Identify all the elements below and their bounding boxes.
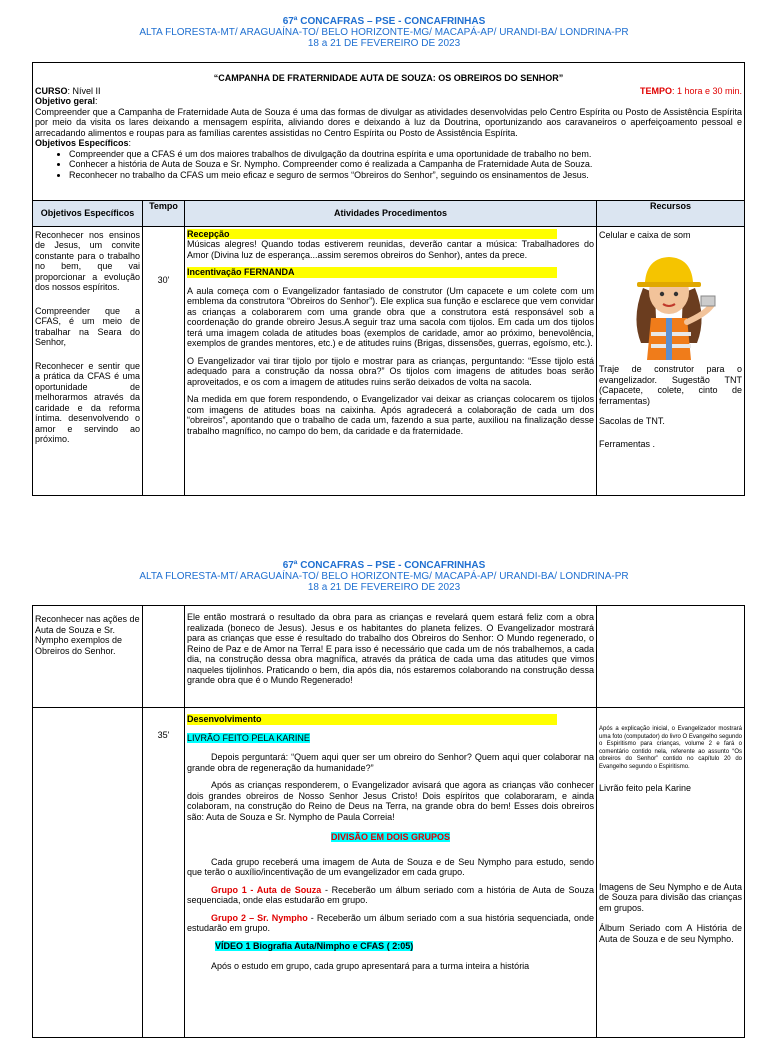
col-header-recursos: Recursos [597, 200, 745, 226]
grupo-1-paragraph: Grupo 1 - Auta de Souza - Receberão um álbum seriado com a história de Auta de Souza sequenciada, onde elas estudarão em grupo. [187, 884, 594, 905]
girl-builder-icon [621, 248, 717, 360]
recurso-item: Sacolas de TNT. [599, 416, 665, 427]
objetivo-item: Reconhecer nos ensinos de Jesus, um convite constante para o trabalho no bem, que vai proporcionar a evolução dos nossos espíritos. [35, 229, 140, 293]
recurso-item: Celular e caixa de som [599, 229, 691, 240]
recursos-cell [597, 708, 745, 1038]
objetivos-cell [33, 708, 143, 1038]
list-item: • Reconhecer no trabalho da CFAS um meio eficaz e seguro de sermos “Obreiros do Senhor”, seguindo os ensinamentos de Jesus. [69, 170, 742, 181]
header-dates: 18 a 21 DE FEVEREIRO DE 2023 [307, 38, 461, 49]
header-title: 67ª CONCAFRAS – PSE - CONCAFRINHAS [282, 16, 486, 27]
atividades-cell [185, 226, 597, 495]
objetivo-item: Compreender que a CFAS, é um meio de trabalhar na Seara do Senhor, [35, 305, 140, 348]
tempo-value: 35' [157, 730, 170, 740]
activity-paragraph: A aula começa com o Evangelizador fantasiado de construtor (Um capacete e um colete com um emblema da construtora “Obreiros do Senhor”). Ele explica sua função e esclarece que vem convidar as crianças a colaborarem com uma grande obra que a construtora está responsável sob a coordenação do grande obreiro Jesus.A seguir traz uma sacola com tijolos. Em cada um dos tijolos terá uma imagem colada de atitudes boas (exemplos de caridade, amor ao próximo, benevolência, exemplos de grandes mentores, etc.) e de atitudes ruins (Brigas, dissensões, guerras, egoísmo, etc.). [187, 285, 594, 349]
curso-line: CURSO: Nível II [35, 85, 101, 96]
desenvolvimento-heading: Desenvolvimento [187, 714, 557, 725]
col-header-atividades: Atividades Procedimentos [185, 200, 597, 226]
objetivo-geral-label: Objetivo geral: [35, 96, 98, 106]
tempo-cell [143, 226, 185, 495]
recurso-item: Imagens de Seu Nympho e de Auta de Souza para divisão das crianças em grupos. [599, 881, 742, 913]
atividades-cell [185, 606, 597, 708]
recurso-item: Álbum Seriado com A História de Auta de Souza e de seu Nympho. [599, 923, 742, 944]
campaign-title: “CAMPANHA DE FRATERNIDADE AUTA DE SOUZA: OS OBREIROS DO SENHOR” [213, 73, 564, 83]
recurso-item: Traje de construtor para o evangelizador. Sugestão TNT (Capacete, colete, cinto de ferramentas) [599, 364, 743, 406]
activity-paragraph: Após o estudo em grupo, cada grupo apresentará para a turma inteira a história [211, 961, 530, 971]
lesson-table-page1 [32, 62, 745, 496]
page1-header [0, 16, 768, 49]
livrao-heading: LIVRÃO FEITO PELA KARINE [187, 732, 310, 743]
header-dates: 18 a 21 DE FEVEREIRO DE 2023 [307, 582, 461, 593]
header-title: 67ª CONCAFRAS – PSE - CONCAFRINHAS [282, 560, 486, 571]
tempo-line: TEMPO: 1 hora e 30 min. [639, 85, 743, 96]
recepcao-text: Músicas alegres! Quando todas estiverem reunidas, deverão cantar a música: Trabalhadores do Amor (Divina luz de esperança...assim seremos obreiros do Senhor), antes da prece. [187, 239, 594, 260]
objetivo-geral-text: Compreender que a Campanha de Fraternidade Auta de Souza é uma das formas de divulgar as atividades desenvolvidas pelo Centro Espírita ou Posto de Assistência Espírita por meio da visita os lares deixando a mensagem espírita, aliviando dores e deixando à luz da Doutrina, oportunizando aos caravaneiros o aperfeiçoamento pessoal e arrecadando alimentos e roupas para as famílias carentes assistidas no Centro Espírita ou Posto de Assistência Espírita. [35, 106, 743, 138]
objetivos-especificos-list [35, 149, 742, 181]
activity-paragraph: O Evangelizador vai tirar tijolo por tijolo e mostrar para as crianças, perguntando: “Esse tijolo está adequado para a construção da nossa obra?” Os tijolos com imagens de atitudes boas serão aproveitados, e os com a imagem de atitudes ruins serão deixados de volta na sacola. [187, 355, 594, 387]
objetivos-cell [33, 606, 143, 708]
activity-paragraph: Na medida em que forem respondendo, o Evangelizador vai deixar as crianças colocarem os tijolos com imagens de atitudes boas na caixinha. Após agradecerá a colaboração de cada um dos “obreiros”, apontando que o trabalho de cada um, fazendo a sua parte, auxiliou na finalização desse trabalho magnífico, no campo do bem, da caridade e da fraternidade. [187, 394, 594, 436]
tempo-value: 30' [157, 274, 170, 285]
recurso-item: Ferramentas . [599, 438, 656, 449]
video-heading: VÍDEO 1 Biografia Auta/Nimpho e CFAS ( 2:05) [215, 940, 414, 951]
objetivos-especificos-label: Objetivos Específicos: [35, 138, 132, 148]
tempo-cell [143, 708, 185, 1038]
header-cities: ALTA FLORESTA-MT/ ARAGUAÍNA-TO/ BELO HORIZONTE-MG/ MACAPÁ-AP/ URANDI-BA/ LONDRINA-PR [139, 571, 629, 582]
recurso-item: Livrão feito pela Karine [599, 783, 692, 793]
lesson-table-page2 [32, 605, 745, 1038]
objetivo-item: Reconhecer e sentir que a prática da CFAS é uma oportunidade de melhorarmos através da caridade e da reforma íntima. desenvolvendo o amor e servindo ao próximo. [35, 360, 140, 445]
incentivacao-heading: Incentivação FERNANDA [187, 267, 557, 278]
recurso-item: Após a explicação inicial, o Evangelizador mostrará uma foto (computador) do livro O Evangelho segundo o Espiritismo para crianças, volume 2 e fará o comentário contido nela, referente ao assunto “Os obreiros do Senhor” contido no capítulo 20 do Evangelho segundo o Espiritismo. [599, 726, 742, 770]
list-item: • Compreender que a CFAS é um dos maiores trabalhos de divulgação da doutrina espírita e uma oportunidade de trabalho no bem. [69, 149, 742, 160]
divisao-heading: DIVISÃO EM DOIS GRUPOS [330, 832, 451, 842]
tempo-cell [143, 606, 185, 708]
recursos-cell [597, 606, 745, 708]
objetivo-item: Reconhecer nas ações de Auta de Souza e Sr. Nympho exemplos de Obreiros do Senhor. [35, 614, 140, 656]
activity-paragraph: Cada grupo receberá uma imagem de Auta de Souza e de Seu Nympho para estudo, sendo que terão o auxílio/incentivação de um evangelizador em cada grupo. [187, 856, 594, 877]
activity-paragraph: Após as crianças responderem, o Evangelizador avisará que agora as crianças vão conhecer dois grandes obreiros de Nosso Senhor Jesus Cristo! Dois espíritos que colaboraram, e ainda colaboram, na construção do Reino de Deus na Terra, na grande obra do bem! Esses dois obreiros são: Auta de Souza e Sr. Nympho de Paula Correia! [187, 780, 594, 822]
col-header-objetivos: Objetivos Específicos [33, 200, 143, 226]
recursos-cell [597, 226, 745, 495]
col-header-tempo: Tempo [143, 200, 185, 226]
page2-header [0, 560, 768, 593]
activity-paragraph: Depois perguntará: “Quem aqui quer ser um obreiro do Senhor? Quem aqui quer colaborar na grande obra de regeneração da humanidade?” [187, 752, 594, 773]
atividades-cell [185, 708, 597, 1038]
grupo-2-paragraph: Grupo 2 – Sr. Nympho - Receberão um álbum seriado com a sua história sequenciada, onde estudarão em grupo. [187, 912, 594, 933]
list-item: • Conhecer a história de Auta de Souza e Sr. Nympho. Compreender como é realizada a Campanha de Fraternidade Auta de Souza. [69, 159, 742, 170]
objetivos-cell [33, 226, 143, 495]
activity-paragraph: Ele então mostrará o resultado da obra para as crianças e revelará quem estará feliz com a obra realizada (boneco de Jesus). Jesus e os habitantes do planeta felizes. O Evangelizador mostrará para as crianças que esse é resultado do trabalho dos Obreiros do Senhor: O Mundo regenerado, o Reino de Paz e de Amor na Terra! E para isso é necessário que cada um de nós trabalhemos, a cada dia, na construção dessa obra magnífica, através da prática de cada uma das atitudes que vimos naqueles tijolinhos. Praticando o bem, dia após dia, nós estaremos colaborando na construção dessa grande obra que é o Mundo Regenerado! [187, 612, 594, 685]
lesson-intro [33, 63, 745, 201]
recepcao-heading: Recepção [187, 229, 557, 240]
builder-illustration [621, 248, 717, 360]
header-cities: ALTA FLORESTA-MT/ ARAGUAÍNA-TO/ BELO HORIZONTE-MG/ MACAPÁ-AP/ URANDI-BA/ LONDRINA-PR [139, 27, 629, 38]
